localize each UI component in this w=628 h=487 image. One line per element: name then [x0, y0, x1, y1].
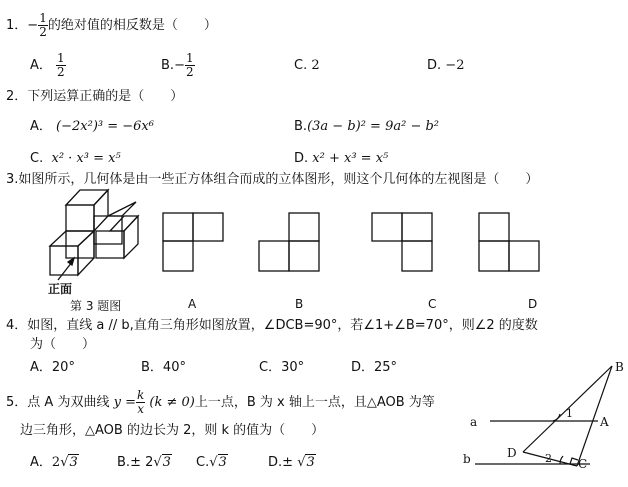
q1-option-a-letter: A．: [30, 58, 52, 73]
q3-figure-caption: 第 3 题图: [70, 299, 122, 313]
q2-option-c-letter: C.: [30, 151, 44, 166]
q5-option-b-coef: ± 2: [130, 455, 154, 470]
frac-den: 2: [57, 65, 65, 79]
q1-number: 1．: [6, 18, 28, 33]
q1-option-d-letter: D.: [427, 58, 442, 73]
q2-option-b-letter: B.: [294, 119, 308, 134]
q1-frac-num: 1: [39, 11, 47, 25]
q3-option-a-label: A: [188, 297, 197, 311]
q4-option-d-letter: D．: [351, 360, 375, 375]
q3-front-label: 正面: [48, 282, 73, 296]
q4-stem-text: 如图，直线 a // b,直角三角形如图放置，∠DCB=90°，若∠1+∠B=70°，则∠2 的度数: [27, 318, 538, 333]
q3-stem-text: 如图所示，几何体是由一些正方体组合而成的立体图形，则这个几何体的左视图是（ ）: [18, 172, 539, 187]
q5-option-b-letter: B.: [117, 455, 131, 470]
q5-y-eq: y =: [113, 395, 136, 410]
q4-point-a-label: A: [600, 415, 609, 429]
q4-option-b-text: 40°: [162, 360, 186, 375]
q2-stem-text: 下列运算正确的是（ ）: [27, 89, 184, 104]
q5-stem-a: 点 A 为双曲线: [27, 395, 110, 410]
q5-cond: (k ≠ 0): [149, 395, 195, 410]
q4-stem-line2: 为（ ）: [30, 337, 96, 352]
q4-option-d-text: 25°: [374, 360, 398, 375]
q2-option-b-expr: (3a − b)² = 9a² − b²: [307, 119, 439, 134]
q4-option-c-letter: C．: [259, 360, 282, 375]
q1-option-c-text: 2: [311, 58, 320, 73]
q5-stem-b: 上一点，B 为 x 轴上一点，且△AOB 为等: [194, 395, 435, 410]
q2-option-d-letter: D.: [294, 151, 309, 166]
q5-option-d-rad: 3: [306, 455, 315, 470]
q3-option-b-label: B: [295, 297, 304, 311]
q4-line-b-label: b: [463, 452, 471, 466]
q5-option-a-rad: 3: [69, 455, 78, 470]
q1-option-d-text: −2: [445, 58, 465, 73]
q1-minus: −: [27, 18, 39, 33]
q3-number: 3.: [6, 172, 19, 187]
q4-number: 4．: [6, 318, 28, 333]
q2-option-a-letter: A．: [30, 119, 52, 134]
q2-option-a-expr: (−2x²)³ = −6x⁶: [56, 119, 154, 134]
q5-option-b-rad: 3: [162, 455, 171, 470]
q5-option-c-rad: 3: [218, 455, 227, 470]
frac-den: x: [137, 402, 144, 416]
q4-option-b-letter: B．: [141, 360, 163, 375]
q1-frac-den: 2: [39, 25, 47, 39]
q3-option-d-label: D: [528, 297, 538, 311]
q5-option-a-coef: 2: [51, 455, 61, 470]
frac-num: k: [136, 388, 145, 402]
q5-stem-line2: 边三角形，△AOB 的边长为 2，则 k 的值为（ ）: [20, 423, 325, 438]
q2-number: 2．: [6, 89, 28, 104]
q5-number: 5．: [6, 395, 28, 410]
q4-option-a-letter: A．: [30, 360, 52, 375]
q1-option-b-letter: B.: [161, 58, 175, 73]
q5-option-b[interactable]: B.± 2√3: [117, 455, 171, 470]
q3-option-c-label: C: [428, 297, 437, 311]
q5-option-d-letter: D.: [268, 455, 283, 470]
frac-num: 1: [185, 51, 194, 65]
q1-stem-text: 的绝对值的相反数是（ ）: [47, 18, 217, 33]
q5-option-a[interactable]: A．2√3: [30, 455, 78, 470]
q4-angle-1-label: 1: [566, 407, 573, 420]
q4-line-a-label: a: [470, 415, 478, 429]
q5-option-c-letter: C.: [196, 455, 210, 470]
q5-option-c[interactable]: C.√3: [196, 455, 227, 470]
q4-option-a-text: 20°: [51, 360, 75, 375]
q4-point-c-label: C: [578, 457, 588, 471]
frac-num: 1: [57, 51, 65, 65]
q2-option-c-expr: x² · x³ = x⁵: [51, 151, 121, 166]
frac-den: 2: [185, 65, 194, 79]
q4-option-c-text: 30°: [281, 360, 305, 375]
q5-option-a-letter: A．: [30, 455, 52, 470]
q2-option-d-expr: x² + x³ = x⁵: [312, 151, 389, 166]
q1-option-c-letter: C.: [294, 58, 308, 73]
q4-point-d-label: D: [507, 446, 517, 460]
q5-option-d-coef: ±: [282, 455, 294, 470]
q1-option-b-minus: −: [174, 58, 185, 73]
q5-option-d[interactable]: D.± √3: [268, 455, 315, 470]
q4-angle-2-label: 2: [545, 452, 552, 465]
q4-point-b-label: B: [615, 360, 624, 374]
